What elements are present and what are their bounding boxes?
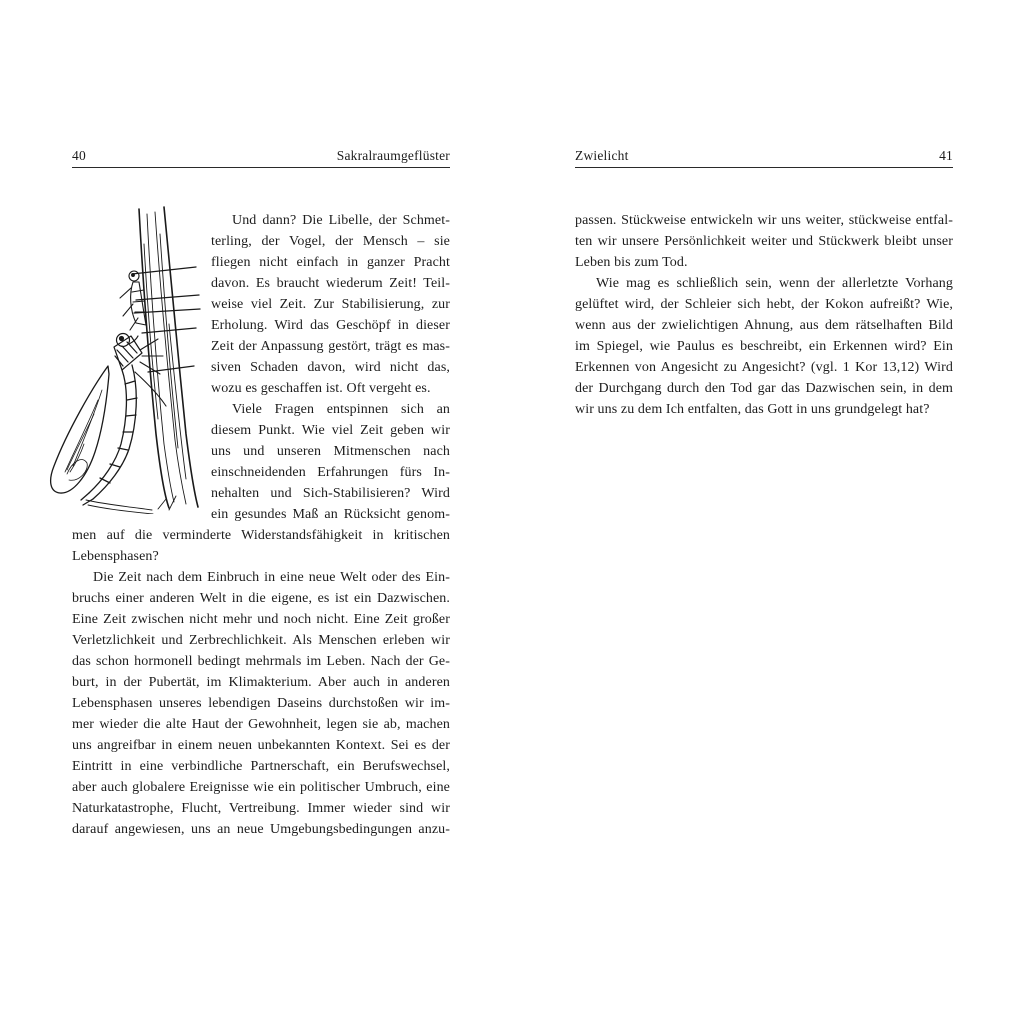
text-line: men auf die verminderte Widerstandsfähigkeit in kritischen [72,528,450,543]
text-line: uns angreifbar in einem neuen unbekannten Kontext. Sei es der [72,738,450,753]
text-line: Die Zeit nach dem Einbruch in eine neue Welt oder des Ein- [93,570,450,585]
left-running-title: Sakralraumgeflüster [336,148,450,163]
dragonfly-on-branch-drawing [36,204,211,514]
text-line: Lebensphasen unseres lebendigen Daseins durchstoßen wir im- [72,696,450,711]
text-line: Erkennen von Angesicht zu Angesicht? (vgl. 1 Kor 13,12) Wird [575,360,953,375]
text-line: Leben bis zum Tod. [575,255,688,270]
text-line: aber auch globalere Ereignisse wie ein politischer Umbruch, eine [72,780,450,795]
text-line: einschneidenden Erfahrungen fürs In- [211,465,450,480]
right-page-number: 41 [939,148,953,163]
text-line: Zeit der Anpassung gestört, trägt es mas- [211,339,450,354]
text-line: im Spiegel, wie Paulus es beschreibt, ein Erkennen wird? Ein [575,339,953,354]
text-line: siven Schaden davon, wird nicht das, [211,360,450,375]
text-line: mer wieder die alte Haut der Gewohnheit, legen sie ab, machen [72,717,450,732]
text-line: Eintritt in eine verbindliche Partnerschaft, ein Berufswechsel, [72,759,450,774]
text-line: bruchs einer anderen Welt in die eigene, es ist ein Dazwischen. [72,591,450,606]
dragonfly-illustration [36,204,211,514]
text-line: diesem Punkt. Wie viel Zeit geben wir [211,423,450,438]
text-line: passen. Stückweise entwickeln wir uns weiter, stückweise entfal- [575,213,953,228]
text-line: fliegen nicht einfach in ganzer Pracht [211,255,450,270]
text-line: wozu es geschaffen ist. Oft vergeht es. [211,381,431,396]
left-running-head [72,146,450,164]
text-line: Wie mag es schließlich sein, wenn der allerletzte Vorhang [596,276,953,291]
text-line: darauf angewiesen, uns an neue Umgebungsbedingungen anzu- [72,822,450,837]
text-line: Lebensphasen? [72,549,159,564]
left-body-narrow-column [211,210,450,525]
text-line: Und dann? Die Libelle, der Schmet- [232,213,450,228]
text-line: terling, der Vogel, der Mensch – sie [211,234,450,249]
text-line: burt, in der Pubertät, im Klimakterium. Aber auch in anderen [72,675,450,690]
right-running-head [575,146,953,164]
right-running-title: Zwielicht [575,148,629,163]
text-line: ein gesundes Maß an Rücksicht genom- [211,507,450,522]
text-line: Eine Zeit zwischen nicht mehr und noch nicht. Eine Zeit großer [72,612,450,627]
text-line: ten wir unsere Persönlichkeit weiter und Stückwerk bleibt unser [575,234,953,249]
text-line: Naturkatastrophe, Flucht, Vertreibung. Immer wieder sind wir [72,801,450,816]
text-line: Viele Fragen entspinnen sich an [232,402,450,417]
left-page-number: 40 [72,148,86,163]
text-line: der Durchgang durch den Tod gar das Dazwischen sein, in dem [575,381,953,396]
text-line: Verletzlichkeit und Zerbrechlichkeit. Als Menschen erleben wir [72,633,450,648]
text-line: gelüftet wird, der Schleier sich hebt, der Kokon aufreißt? Wie, [575,297,953,312]
text-line: das schon hormonell bedingt mehrmals im Leben. Nach der Ge- [72,654,450,669]
text-line: weise viel Zeit. Zur Stabilisierung, zur [211,297,450,312]
text-line: nehalten und Sich-Stabilisieren? Wird [211,486,450,501]
text-line: wir uns zu dem Ich entfalten, das Gott in uns grundgelegt hat? [575,402,930,417]
text-line: wenn aus der zwielichtigen Ahnung, aus dem rätselhaften Bild [575,318,953,333]
right-body-column [575,210,953,420]
right-head-rule [575,167,953,168]
text-line: davon. Es braucht wiederum Zeit! Teil- [211,276,450,291]
text-line: Erholung. Wird das Geschöpf in dieser [211,318,450,333]
text-line: uns und unseren Mitmenschen nach [211,444,450,459]
left-body-wide-column [72,525,450,840]
left-head-rule [72,167,450,168]
